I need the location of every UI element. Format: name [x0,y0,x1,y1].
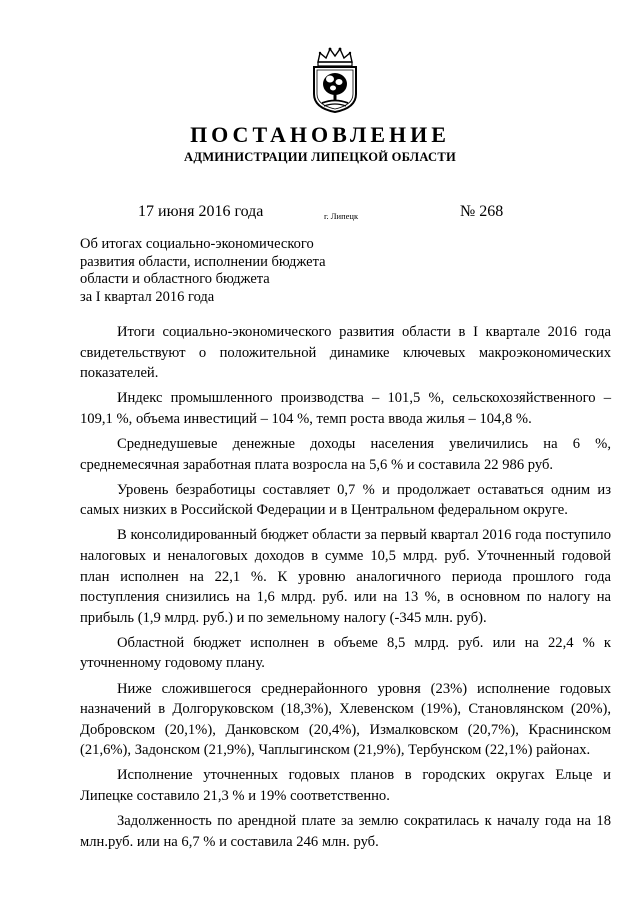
body-paragraph: Ниже сложившегося среднерайонного уровня (23%) исполнение годовых назначений в Долгоруковском (18,3%), Хлевенском (19%), Становлянском (20%), Добровском (20,1%), Данковском (20,4%), Измалковском (20,7%), Краснинском (21,6%), Задонском (21,9%), Чаплыгинском (21,9%), Тербунском (22,1%) районах. [80,680,611,759]
subject-line: области и областного бюджета [80,271,270,288]
body-paragraph: Итоги социально-экономического развития области в I квартале 2016 года свидетельствуют о положительной динамике ключевых макроэкономических показателей. [80,324,611,382]
document-place: г. Липецк [324,211,359,221]
body-paragraph: Индекс промышленного производства – 101,5 %, сельскохозяйственного – 109,1 %, объема инвестиций – 104 %, темп роста ввода жилья – 104,8 %. [80,390,611,427]
document-date: 17 июня 2016 года [138,203,264,220]
coat-of-arms-emblem [306,46,364,114]
subject-line: Об итогах социально-экономического [80,236,314,252]
issuing-authority: АДМИНИСТРАЦИИ ЛИПЕЦКОЙ ОБЛАСТИ [184,150,456,164]
body-paragraph: В консолидированный бюджет области за первый квартал 2016 года поступило налоговых и неналоговых доходов в сумме 10,5 млрд. руб. Уточненный годовой план исполнен на 22,1 %. К уровню аналогичного периода прошлого года поступления снизились на 1,6 млрд. руб. или на 13 %, в основном по налогу на прибыль (1,9 млрд. руб.) и по земельному налогу (-345 млн. руб). [80,527,611,626]
document-body [80,322,611,857]
body-paragraph: Уровень безработицы составляет 0,7 % и продолжает оставаться одним из самых низких в Российской Федерации и в Центральном федеральном округе. [80,481,611,519]
body-paragraph: Областной бюджет исполнен в объеме 8,5 млрд. руб. или на 22,4 % к уточненному годовому плану. [80,634,611,672]
document-title: ПОСТАНОВЛЕНИЕ [190,122,450,147]
document-number: № 268 [460,203,504,220]
subject-line: за I квартал 2016 года [80,288,215,305]
document-subject [80,236,400,306]
body-paragraph: Задолженность по арендной плате за землю сократилась к началу года на 18 млн.руб. или на 6,7 % и составила 246 млн. руб. [80,813,611,850]
body-paragraph: Среднедушевые денежные доходы населения увеличились на 6 %, среднемесячная заработная плата возросла на 5,6 % и составила 22 986 руб. [80,435,611,473]
subject-line: развития области, исполнении бюджета [80,253,326,270]
body-paragraph: Исполнение уточненных годовых планов в городских округах Ельце и Липецке составило 21,3 % и 19% соответственно. [80,767,611,804]
